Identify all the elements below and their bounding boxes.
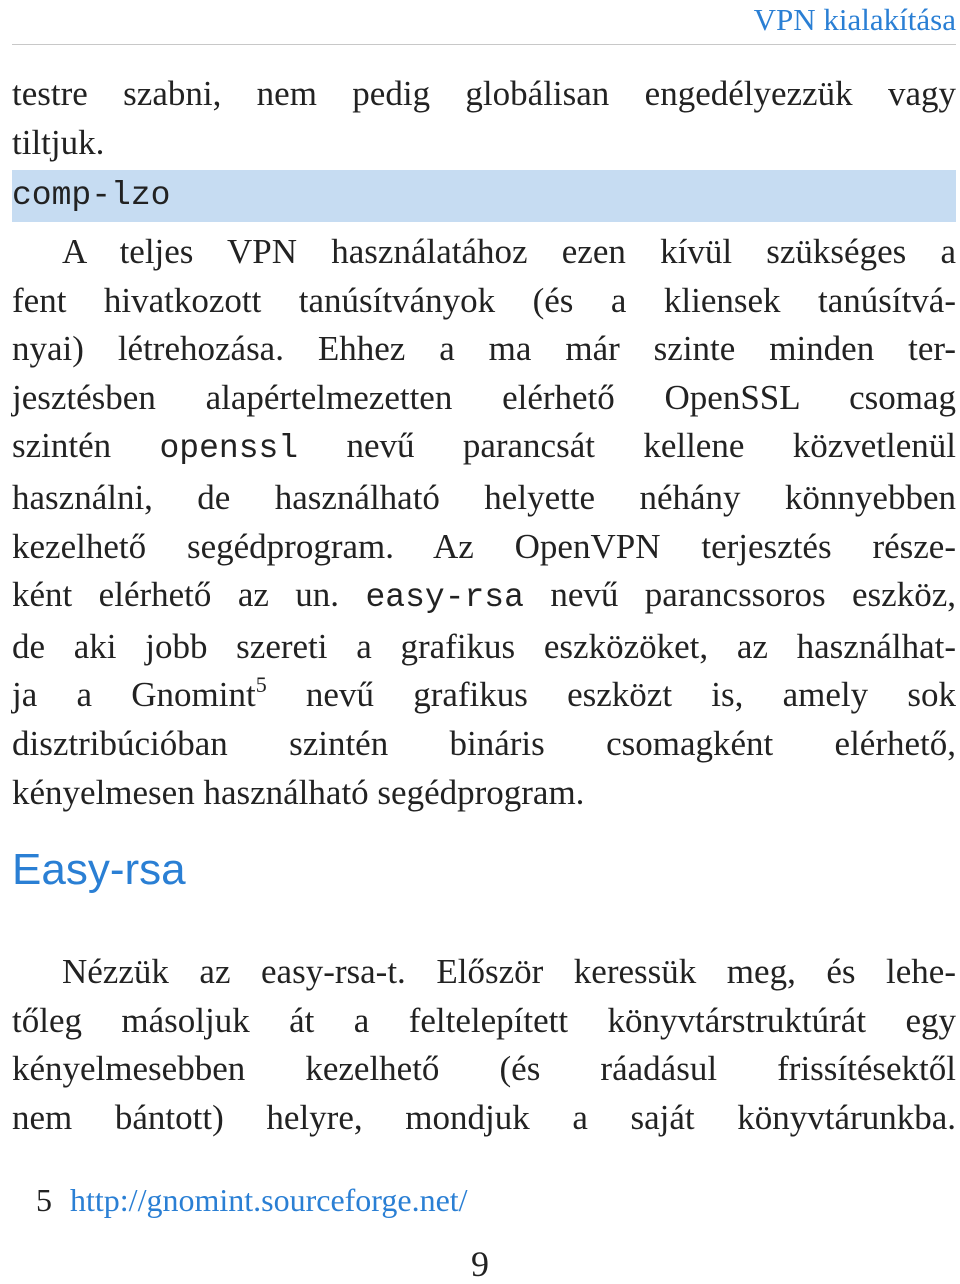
text-line [12,571,956,623]
paragraph-2 [12,948,956,1142]
text-line: disztribúcióban szintén bináris csomagként elérhető, [12,723,956,763]
text-fragment: ként elérhető az un. [12,575,366,615]
text-line: de aki jobb szereti a grafikus eszközöket, az használhat- [12,626,956,666]
text-line: nyai) létrehozása. Ehhez a ma már szinte minden ter- [12,329,956,369]
code-option-bar [12,170,956,222]
text-line: nem bántott) helyre, mondjuk a saját könyvtárunkba. [12,1097,956,1137]
text-line: tőleg másoljuk át a feltelepített könyvtárstruktúrát egy [12,1000,956,1040]
text-line [12,422,956,474]
running-header [12,0,956,45]
text-line: jesztésben alapértelmezetten elérhető OpenSSL csomag [12,377,956,417]
footnote-link[interactable]: http://gnomint.sourceforge.net/ [70,1182,468,1218]
text-line: kényelmesebben kezelhető (és ráadásul frissítésektől [12,1049,956,1089]
text-line: Nézzük az easy-rsa-t. Először keressük meg, és lehe- [62,952,956,991]
text-line: testre szabni, nem pedig globálisan engedélyezzük vagy [12,74,956,113]
text-line: tiltjuk. [12,122,105,162]
paragraph-1 [12,228,956,817]
text-line: kényelmesen használható segédprogram. [12,772,585,812]
text-line: használni, de használható helyette néhány könnyebben [12,477,956,517]
text-fragment: szintén [12,426,160,466]
footnote [36,1178,468,1222]
header-title: VPN kialakítása [753,2,956,37]
code-option: comp-lzo [12,177,171,214]
text-fragment: nevű grafikus eszközt is, amely sok [266,675,956,715]
text-line [12,671,956,720]
text-fragment: ja a Gnomint [12,675,256,715]
page-number: 9 [471,1244,489,1284]
text-fragment: nevű parancsát kellene közvetlenül [298,426,956,466]
inline-code-openssl: openssl [159,430,299,468]
text-fragment: nevű parancssoros eszköz, [523,575,956,615]
footnote-reference[interactable]: 5 [255,672,267,698]
text-line: fent hivatkozott tanúsítványok (és a kliensek tanúsítvá- [12,280,956,320]
inline-code-easy-rsa: easy-rsa [365,579,524,617]
intro-text [12,70,956,167]
section-heading: Easy-rsa [12,845,186,894]
footnote-mark: 5 [36,1182,52,1218]
text-line: A teljes VPN használatához ezen kívül szükséges a [62,232,956,271]
text-line: kezelhető segédprogram. Az OpenVPN terjesztés része- [12,526,956,566]
